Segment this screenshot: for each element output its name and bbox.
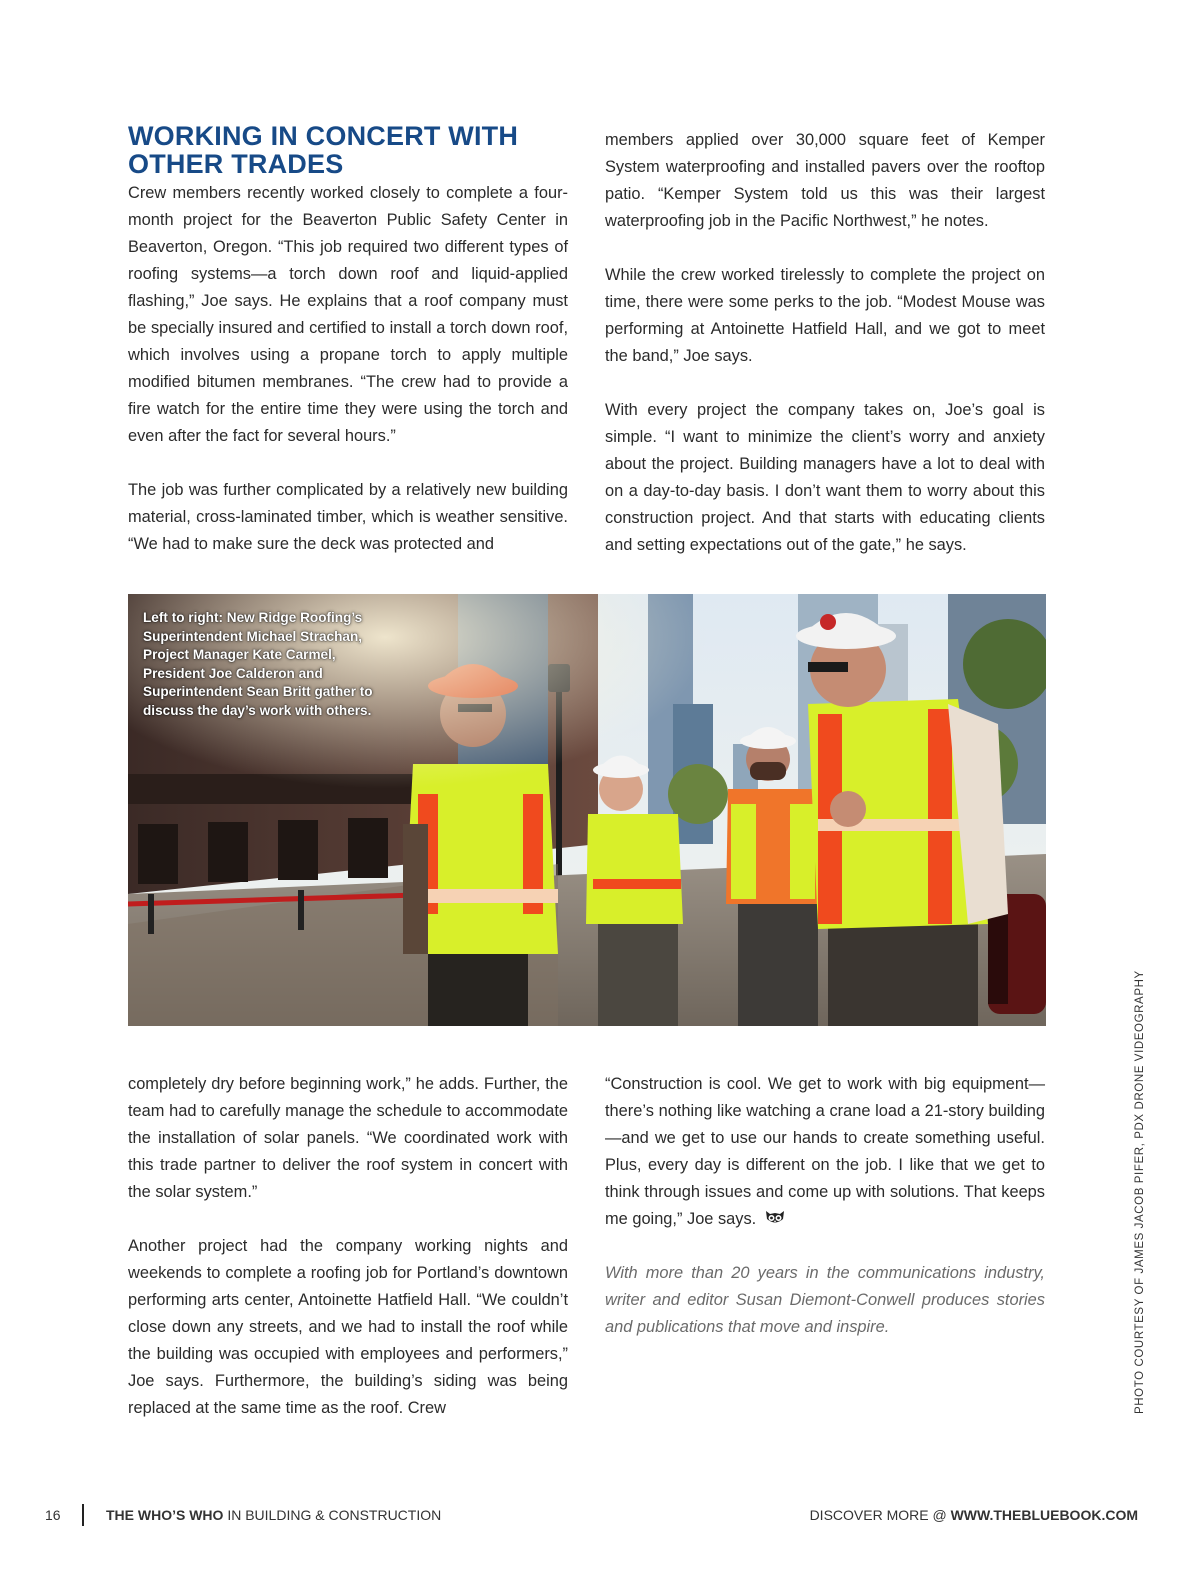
- website-url[interactable]: WWW.THEBLUEBOOK.COM: [950, 1507, 1138, 1523]
- paragraph: The job was further complicated by a relatively new building material, cross-laminated timber, which is weather sensitive. “We had to make sure the deck was protected and: [128, 481, 568, 553]
- paragraph: completely dry before beginning work,” he adds. Further, the team had to carefully manage the schedule to accommodate the installation of solar panels. “We coordinated work with this trade partner to deliver the roof system in concert with the solar system.”: [128, 1075, 568, 1201]
- publication-name-bold: THE WHO’S WHO: [106, 1507, 224, 1523]
- page-number: 16: [45, 1507, 61, 1523]
- paragraph: Another project had the company working nights and weekends to complete a roofing job for Portland’s downtown performing arts center, Antoinette Hatfield Hall. “We couldn’t close down any streets, and we had to install the roof while the building was occupied with employees and performers,” Joe says. Furthermore, the building’s siding was being replaced at the same time as the roof. Crew: [128, 1237, 568, 1417]
- article-column-1-bottom: [128, 1071, 568, 1422]
- article-column-2-bottom: [605, 1071, 1045, 1341]
- author-bio: With more than 20 years in the communications industry, writer and editor Susan Diemont-Conwell produces stories and publications that move and inspire.: [605, 1264, 1045, 1336]
- paragraph: Crew members recently worked closely to complete a four-month project for the Beaverton Public Safety Center in Beaverton, Oregon. “This job required two different types of roofing systems—a torch down roof and liquid-applied flashing,” Joe says. He explains that a roof company must be specially insured and certified to install a torch down roof, which involves using a propane torch to apply multiple modified bitumen membranes. “The crew had to provide a fire watch for the entire time they were using the torch and even after the fact for several hours.”: [128, 184, 568, 445]
- paragraph: members applied over 30,000 square feet of Kemper System waterproofing and installed pavers over the rooftop patio. “Kemper System told us this was their largest waterproofing job in the Pacific Northwest,” he notes.: [605, 131, 1045, 230]
- photo-credit: PHOTO COURTESY OF JAMES JACOB PIFER, PDX DRONE VIDEOGRAPHY: [1134, 970, 1146, 1414]
- website-link[interactable]: [810, 1505, 1138, 1525]
- article-column-2-top: [605, 127, 1045, 559]
- article-column-1-top: [128, 122, 568, 558]
- paragraph: With every project the company takes on, Joe’s goal is simple. “I want to minimize the client’s worry and anxiety about the project. Building managers have a lot to deal with on a day-to-day basis. I don’t want them to worry about this construction project. And that starts with educating clients and setting expectations out of the gate,” he says.: [605, 401, 1045, 554]
- heading-line-2: OTHER TRADES: [128, 149, 344, 179]
- photo-caption: Left to right: New Ridge Roofing’s Superintendent Michael Strachan, Project Manager Kate Carmel, President Joe Calderon and Superintendent Sean Britt gather to discuss the day’s work with others.: [143, 610, 373, 718]
- publication-name-rest: IN BUILDING & CONSTRUCTION: [223, 1507, 442, 1523]
- section-heading: [128, 122, 568, 178]
- heading-line-1: WORKING IN CONCERT WITH: [128, 121, 519, 151]
- publication-name: [106, 1505, 441, 1525]
- paragraph: While the crew worked tirelessly to complete the project on time, there were some perks to the job. “Modest Mouse was performing at Antoinette Hatfield Hall, and we got to meet the band,” Joe says.: [605, 266, 1045, 365]
- crew-photo: [128, 594, 1046, 1026]
- discover-label: DISCOVER MORE @: [809, 1507, 951, 1523]
- closing-quote: “Construction is cool. We get to work with big equipment—there’s nothing like watching a crane load a 21-story building—and we get to use our hands to create something useful. Plus, every day is different on the job. I like that we get to think through issues and come up with solutions. That keeps me going,” Joe says.: [605, 1075, 1045, 1228]
- paragraph-closing: [605, 1071, 1045, 1233]
- footer-divider: [82, 1504, 84, 1526]
- owl-icon: [765, 1210, 785, 1225]
